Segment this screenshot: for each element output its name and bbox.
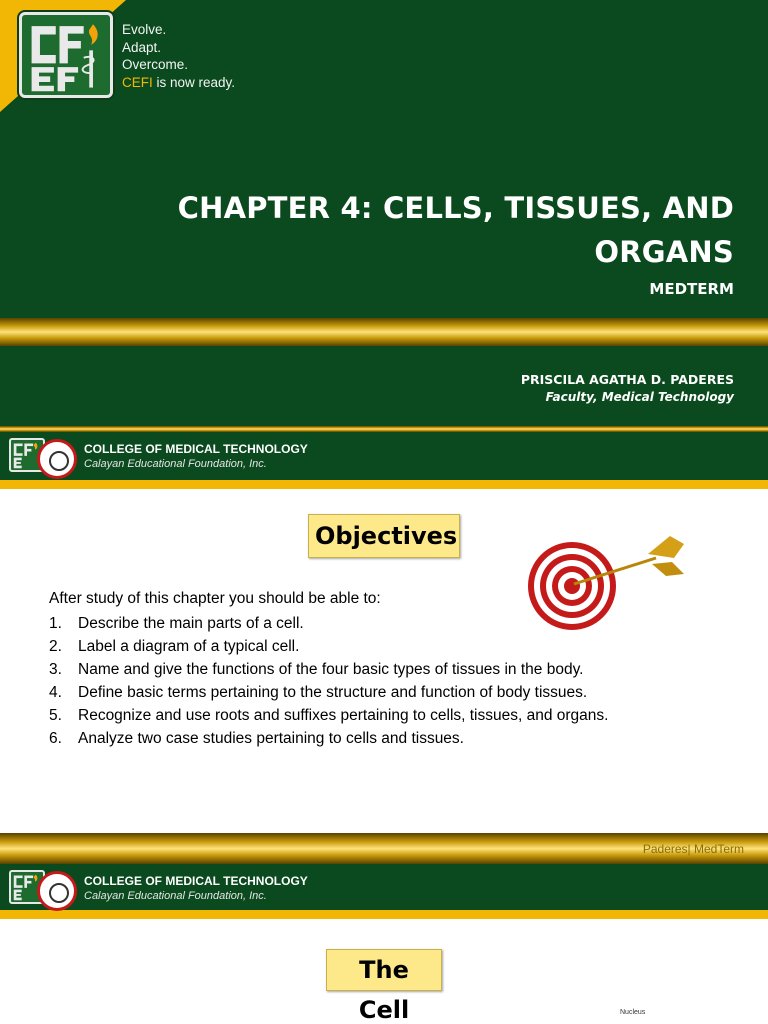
tagline-line-1: Evolve. [122,22,167,37]
list-item-number: 3. [49,661,62,678]
college-seal [37,871,77,911]
tagline-line-2: Adapt. [122,39,162,55]
chapter-title-line-1: CHAPTER 4: CELLS, TISSUES, AND [177,191,734,225]
list-item-text: Analyze two case studies pertaining to cells and tissues. [78,730,464,747]
list-item-text: Define basic terms pertaining to the structure and function of body tissues. [78,684,588,701]
college-footer [0,432,768,489]
objectives-list [49,612,608,750]
the-cell-heading: The Cell [326,949,442,991]
title-slide [0,0,768,490]
course-subtitle: MEDTERM [649,280,734,298]
list-item [49,635,608,658]
author-block [521,372,734,404]
objectives-heading: Objectives [308,514,460,558]
list-item-number: 4. [49,684,62,701]
college-subtitle: Calayan Educational Foundation, Inc. [84,458,267,470]
list-item-number: 1. [49,615,62,632]
author-name: PRISCILA AGATHA D. PADERES [520,372,734,387]
list-item [49,612,608,635]
tagline-line-4 [122,74,235,92]
list-item-text: Recognize and use roots and suffixes pertaining to cells, tissues, and organs. [78,707,609,724]
list-item [49,681,608,704]
tagline [122,21,235,91]
list-item-text: Label a diagram of a typical cell. [78,638,300,655]
chapter-title-block [178,186,734,298]
title-slide-header [0,0,768,318]
objectives-intro: After study of this chapter you should be able to: [49,590,381,607]
college-name: COLLEGE OF MEDICAL TECHNOLOGY [84,874,308,888]
tagline-accent: CEFI [122,74,153,90]
college-seal [37,439,77,479]
cefi-logo [19,12,113,98]
page-label: Paderes| MedTerm [642,842,744,856]
list-item-number: 6. [49,730,62,747]
the-cell-slide [0,927,768,1024]
college-subtitle: Calayan Educational Foundation, Inc. [84,890,267,902]
author-role: Faculty, Medical Technology [545,390,734,404]
list-item [49,727,608,750]
tagline-rest: is now ready. [152,74,236,90]
list-item-number: 2. [49,638,62,655]
tagline-line-3: Overcome. [122,57,189,72]
college-name: COLLEGE OF MEDICAL TECHNOLOGY [84,442,308,456]
list-item-number: 5. [49,707,62,724]
list-item [49,658,608,681]
gold-divider [0,318,768,346]
list-item [49,704,608,727]
college-footer [0,864,768,919]
objectives-slide [0,490,768,927]
list-item-text: Name and give the functions of the four basic types of tissues in the body. [78,661,584,678]
diagram-label-nucleus: Nucleus [620,1009,646,1016]
chapter-title-line-2: ORGANS [594,235,734,269]
list-item-text: Describe the main parts of a cell. [78,615,304,632]
